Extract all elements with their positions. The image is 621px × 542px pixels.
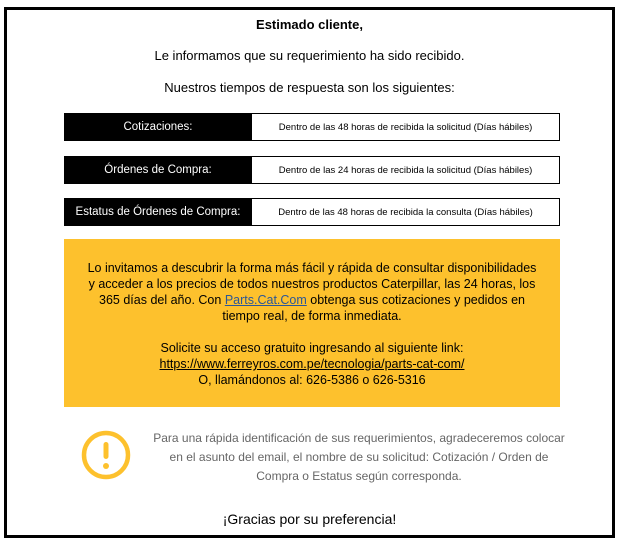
promo-text-before: Lo invitamos a descubrir la forma más fácil y rápida de consultar disponibilidades y acceder a los precios de todos nuestros productos Caterpillar, las 24 horas, los 365 días del año. Con bbox=[87, 261, 537, 307]
response-times-intro: Nuestros tiempos de respuesta son los siguientes: bbox=[164, 80, 455, 95]
promo-text-after: obtenga sus cotizaciones y pedidos en tiempo real, de forma inmediata. bbox=[222, 293, 525, 323]
greeting: Estimado cliente, bbox=[256, 17, 363, 32]
email-frame bbox=[4, 7, 615, 538]
ferreyros-access-link[interactable]: https://www.ferreyros.com.pe/tecnologia/parts-cat-com/ bbox=[159, 357, 465, 371]
exclamation-circle-icon bbox=[80, 429, 132, 481]
promo-box bbox=[64, 239, 560, 407]
thanks-message: ¡Gracias por su preferencia! bbox=[222, 511, 397, 527]
response-time-row-orders bbox=[64, 156, 560, 184]
parts-cat-com-link[interactable]: Parts.Cat.Com bbox=[224, 293, 307, 307]
response-time-value: Dentro de las 24 horas de recibida la solicitud (Días hábiles) bbox=[252, 156, 560, 184]
response-time-label: Estatus de Órdenes de Compra: bbox=[64, 198, 252, 226]
access-text: Solicite su acceso gratuito ingresando al siguiente link: bbox=[160, 341, 464, 355]
phone-text: O, llamándonos al: 626-5386 o 626-5316 bbox=[198, 373, 426, 387]
response-time-value: Dentro de las 48 horas de recibida la consulta (Días hábiles) bbox=[252, 198, 560, 226]
subject-instructions: Para una rápida identificación de sus requerimientos, agradeceremos colocar en el asunto del email, el nombre de su solicitud: Cotización / Orden de Compra o Estatus según corresponda. bbox=[153, 431, 565, 483]
access-paragraph bbox=[84, 340, 540, 388]
received-message: Le informamos que su requerimiento ha sido recibido. bbox=[154, 48, 465, 63]
response-time-row-quotes bbox=[64, 113, 560, 141]
response-time-label: Órdenes de Compra: bbox=[64, 156, 252, 184]
promo-paragraph bbox=[84, 260, 540, 324]
response-time-value: Dentro de las 48 horas de recibida la solicitud (Días hábiles) bbox=[252, 113, 560, 141]
response-time-label: Cotizaciones: bbox=[64, 113, 252, 141]
response-time-row-status bbox=[64, 198, 560, 226]
